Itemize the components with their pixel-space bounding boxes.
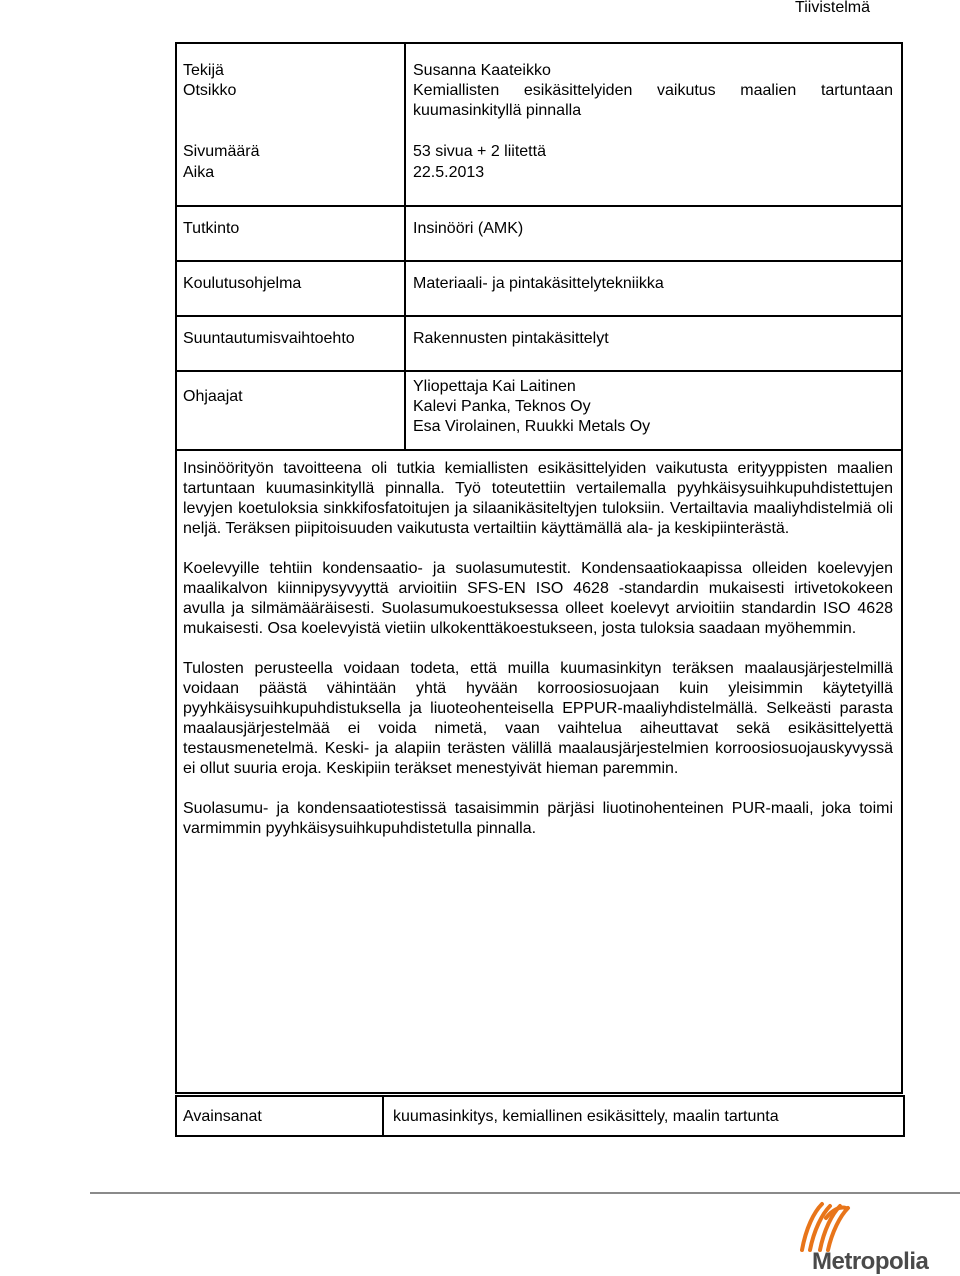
row-programme (177, 260, 901, 317)
title-label: Otsikko (183, 82, 237, 99)
abstract-paragraph-4: Suolasumu- ja kondensaatiotestissä tasaisimmin pärjäsi liuotinohenteinen PUR-maali, joka toimi varmimmin pyyhkäisysuihkupuhdistetulla pinnalla. (183, 800, 893, 837)
abstract-info-table (175, 42, 903, 1094)
degree-label: Tutkinto (183, 220, 240, 237)
page-header-title: Tiivistelmä (795, 0, 870, 16)
programme-value: Materiaali- ja pintakäsittelytekniikka (413, 275, 664, 292)
supervisor-1: Yliopettaja Kai Laitinen (413, 378, 576, 395)
supervisors-label: Ohjaajat (183, 388, 243, 405)
author-value: Susanna Kaateikko (413, 62, 551, 79)
pages-value: 53 sivua + 2 liitettä (413, 143, 546, 160)
row-supervisors (177, 370, 901, 451)
keywords-value: kuumasinkitys, kemiallinen esikäsittely, maalin tartunta (393, 1108, 779, 1125)
abstract-paragraph-2: Koelevyille tehtiin kondensaatio- ja suolasumutestit. Kondensaatiokaapissa olleiden koelevyjen maalikalvon kiinnipysyvyyttä arvioitiin SFS-EN ISO 4628 -standardin mukaisesti irtivetokokeen avulla ja silmämääräisesti. Suolasumukoestuksessa olleet koelevyt arvioitiin standardin ISO 4628 mukaisesti. Osa koelevyistä vietiin ulkokenttäkoestukseen, josta tuloksia saadaan myöhemmin. (183, 560, 893, 637)
keywords-divider (382, 1097, 384, 1135)
metropolia-logo-text: Metropolia (812, 1248, 929, 1275)
keywords-table (175, 1095, 905, 1137)
abstract-paragraph-1: Insinöörityön tavoitteena oli tutkia kemiallisten esikäsittelyiden vaikutusta erityyppisten maalien tartuntaan kuumasinkityllä pinnalla. Työ toteutettiin vertailemalla pyyhkäisysuihkupuhdistettujen levyjen koetuloksia sinkkifosfatoitujen ja silaanikäsiteltyjen tuloksiin. Vertailtavia maaliyhdistelmiä oli neljä. Teräksen piipitoisuuden vaikutusta vertailtiin käyttämällä ala- ja keskipiinterästä. (183, 460, 893, 537)
supervisor-3: Esa Virolainen, Ruukki Metals Oy (413, 418, 651, 435)
specialisation-value: Rakennusten pintakäsittelyt (413, 330, 609, 347)
abstract-paragraph-3: Tulosten perusteella voidaan todeta, että muilla kuumasinkityn teräksen maalausjärjestelmillä voidaan päästä vähintään yhtä hyvään korroosiosuojaan kuin yleisimmin käytetyillä pyyhkäisysuihkupuhdistuksella ja liuoteohenteisella EPPUR-maaliyhdistelmällä. Selkeästi parasta maalausjärjestelmää ei voida nimetä, vaan vaihtelua aiheuttavat sekä esikäsittelyettä testausmenetelmä. Keski- ja alapiin terästen välillä maalausjärjestelmien korroosiosuojauskyvyssä ei ollut suuria eroja. Keskipiin teräkset menestyivät hieman paremmin. (183, 660, 893, 777)
programme-label: Koulutusohjelma (183, 275, 302, 292)
specialisation-label: Suuntautumisvaihtoehto (183, 330, 355, 347)
abstract-text (183, 459, 893, 859)
pages-label: Sivumäärä (183, 143, 260, 160)
row-basic-info (177, 44, 901, 207)
time-label: Aika (183, 164, 215, 181)
title-value: Kemiallisten esikäsittelyiden vaikutus maalien tartuntaan kuumasinkityllä pinnalla (413, 82, 893, 119)
degree-value: Insinööri (AMK) (413, 220, 524, 237)
row-degree (177, 205, 901, 262)
time-value: 22.5.2013 (413, 164, 485, 181)
row-specialisation (177, 315, 901, 372)
supervisor-2: Kalevi Panka, Teknos Oy (413, 398, 591, 415)
author-label: Tekijä (183, 62, 224, 79)
keywords-label: Avainsanat (183, 1108, 262, 1125)
